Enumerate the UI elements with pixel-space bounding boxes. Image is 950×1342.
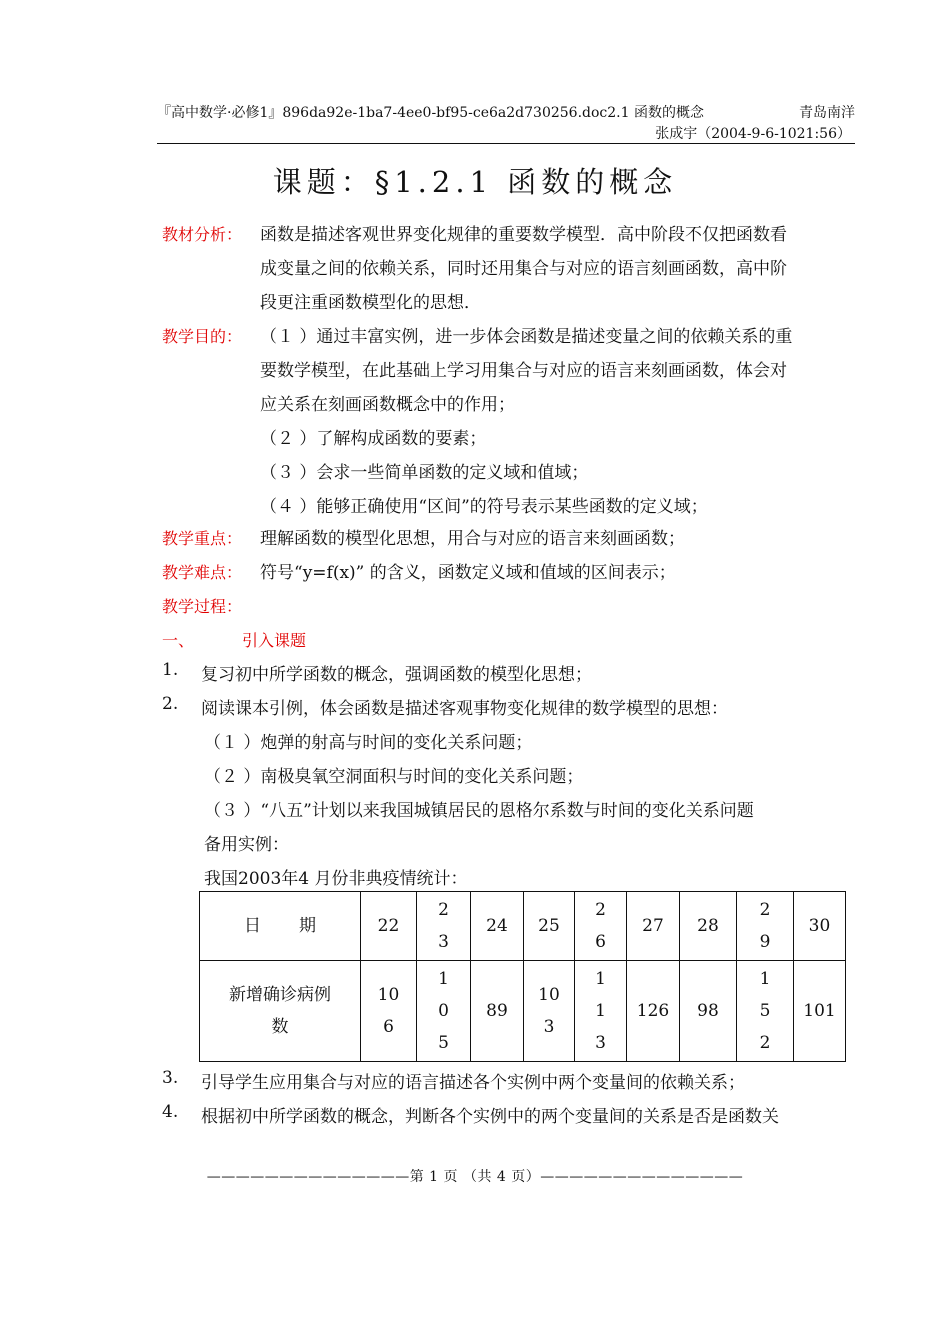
item-text: 阅读课本引例，体会函数是描述客观事物变化规律的数学模型的思想： — [201, 699, 728, 719]
item-number: 2. — [162, 694, 179, 714]
part1-heading — [162, 624, 872, 658]
difficulty-label: 教学难点： — [162, 563, 243, 582]
header-rule — [157, 143, 855, 144]
item-text: 复习初中所学函数的概念，强调函数的模型化思想； — [201, 665, 592, 685]
item-number: 3. — [162, 1068, 179, 1088]
goal-line: （４ ）能够正确使用“区间”的符号表示某些函数的定义域； — [260, 497, 708, 517]
cases-cell: 1 5 2 — [737, 961, 794, 1062]
cases-cell: 89 — [471, 961, 524, 1062]
item-number: 1. — [162, 660, 179, 680]
analysis-label: 教材分析： — [162, 225, 243, 244]
sars-statistics-table — [199, 891, 846, 1062]
analysis-line: 函数是描述客观世界变化规律的重要数学模型．高中阶段不仅把函数看 — [260, 225, 787, 245]
goal-line: （３ ）会求一些简单函数的定义域和值域； — [260, 463, 589, 483]
cases-cell: 98 — [680, 961, 737, 1062]
cases-header-line: 新增确诊病例 — [229, 985, 331, 1005]
item-text: 根据初中所学函数的概念，判断各个实例中的两个变量间的关系是否是函数关 — [201, 1107, 779, 1127]
date-cell: 22 — [361, 892, 417, 961]
date-header-char: 日 — [244, 916, 261, 936]
page-header — [157, 103, 855, 145]
cases-cell: 101 — [794, 961, 846, 1062]
header-author: 张成宇（2004-9-6-1021:56） — [655, 126, 851, 142]
date-cell: 25 — [524, 892, 575, 961]
goal-line: 应关系在刻画函数概念中的作用； — [260, 395, 515, 415]
header-school: 青岛南洋 — [799, 105, 855, 121]
goals-label: 教学目的： — [162, 327, 243, 346]
date-cell: 28 — [680, 892, 737, 961]
date-cell: 30 — [794, 892, 846, 961]
subitem: （１ ）炮弹的射高与时间的变化关系问题； — [204, 733, 533, 753]
item-text: 引导学生应用集合与对应的语言描述各个实例中两个变量间的依赖关系； — [201, 1073, 745, 1093]
section-goals — [162, 320, 872, 524]
table-row-dates — [200, 892, 846, 961]
subitem: （３ ）“八五”计划以来我国城镇居民的恩格尔系数与时间的变化关系问题 — [204, 801, 754, 821]
date-header-cell — [200, 892, 361, 961]
table-caption: 我国2003年4 月份非典疫情统计： — [204, 869, 468, 889]
page-footer: ——————————————第 1 页 （共 4 页）—————————————— — [206, 1169, 744, 1185]
backup-example-label: 备用实例： — [204, 835, 289, 855]
goal-line: （２ ）了解构成函数的要素； — [260, 429, 487, 449]
cases-cell: 10 3 — [524, 961, 575, 1062]
cases-cell: 10 6 — [361, 961, 417, 1062]
section-process — [162, 590, 872, 624]
cases-cell: 126 — [627, 961, 680, 1062]
difficulty-text: 符号“y=f(x)” 的含义，函数定义域和值域的区间表示； — [260, 563, 676, 583]
header-doc-title: 『高中数学·必修1』896da92e-1ba7-4ee0-bf95-ce6a2d730256.doc2.1 函数的概念 — [157, 105, 704, 121]
analysis-line: 段更注重函数模型化的思想． — [260, 293, 481, 313]
cases-header-cell — [200, 961, 361, 1062]
cases-cell: 1 0 5 — [417, 961, 471, 1062]
section-key — [162, 522, 872, 556]
item-number: 4. — [162, 1102, 179, 1122]
section-analysis — [162, 218, 872, 320]
page-title: 课题：§1.2.1 函数的概念 — [272, 165, 678, 199]
key-label: 教学重点： — [162, 529, 243, 548]
date-cell: 2 6 — [575, 892, 627, 961]
process-label: 教学过程： — [162, 597, 243, 616]
goal-line: 要数学模型，在此基础上学习用集合与对应的语言来刻画函数，体会对 — [260, 361, 787, 381]
table-row-cases — [200, 961, 846, 1062]
analysis-line: 成变量之间的依赖关系，同时还用集合与对应的语言刻画函数，高中阶 — [260, 259, 787, 279]
goal-line: （１ ）通过丰富实例，进一步体会函数是描述变量之间的依赖关系的重 — [260, 327, 793, 347]
date-cell: 27 — [627, 892, 680, 961]
date-cell: 2 9 — [737, 892, 794, 961]
part1-number: 一、 — [162, 631, 195, 650]
subitem: （２ ）南极臭氧空洞面积与时间的变化关系问题； — [204, 767, 584, 787]
date-cell: 2 3 — [417, 892, 471, 961]
cases-header-line: 数 — [271, 1017, 289, 1037]
key-text: 理解函数的模型化思想，用合与对应的语言来刻画函数； — [260, 529, 685, 549]
section-difficulty — [162, 556, 872, 590]
cases-cell: 1 1 3 — [575, 961, 627, 1062]
part1-title: 引入课题 — [242, 631, 307, 650]
date-header-char: 期 — [299, 916, 316, 936]
date-cell: 24 — [471, 892, 524, 961]
